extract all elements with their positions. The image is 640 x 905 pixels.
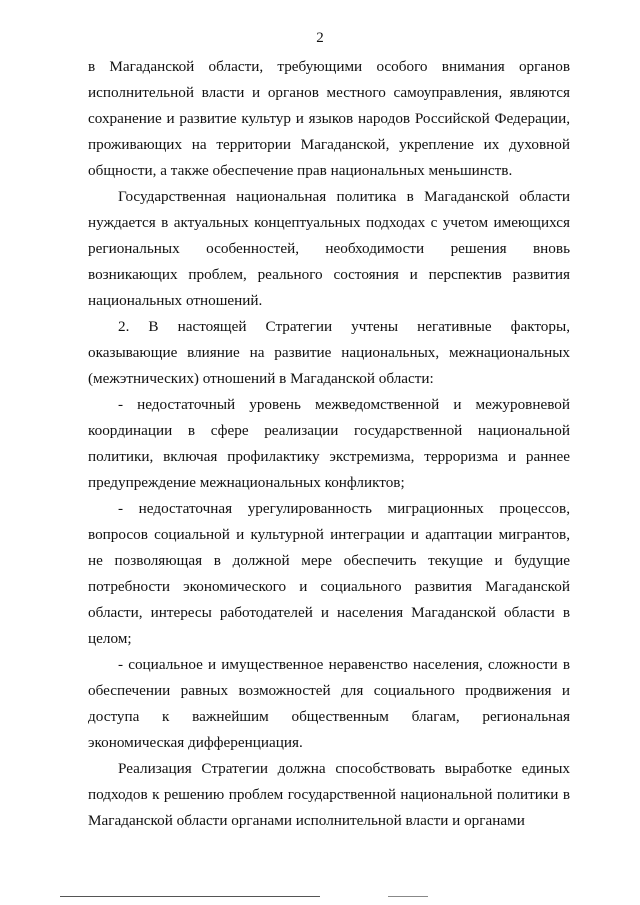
list-item-coordination: - недостаточный уровень межведомственной и межуровневой координации в сфере реализации государственной национальной политики, включая профилактику экстремизма, терроризма и раннее предупреждение межнациональных конфликтов; <box>88 396 570 491</box>
footer-rule <box>60 896 320 897</box>
paragraph-continuation: в Магаданской области, требующими особого внимания органов исполнительной власти и органов местного самоуправления, являются сохранение и развитие культур и языков народов Российской Федерации, проживающих на территории Магаданской, укрепление их духовной общности, а также обеспечение прав национальных меньшинств. <box>88 58 570 179</box>
paragraph-strategy-implementation: Реализация Стратегии должна способствовать выработке единых подходов к решению проблем государственной национальной политики в Магаданской области органами исполнительной власти и органами <box>88 760 570 829</box>
list-item-inequality: - социальное и имущественное неравенство населения, сложности в обеспечении равных возможностей для социального продвижения и доступа к важнейшим общественным благам, региональная экономическая дифференциация. <box>88 656 570 751</box>
list-item-migration: - недостаточная урегулированность миграционных процессов, вопросов социальной и культурной интеграции и адаптации мигрантов, не позволяющая в должной мере обеспечить текущие и будущие потребности экономического и социального развития Магаданской области, интересы работодателей и населения Магаданской области в целом; <box>88 500 570 647</box>
footer-rule-short <box>388 896 428 897</box>
document-body <box>88 54 570 834</box>
paragraph-negative-factors: 2. В настоящей Стратегии учтены негативные факторы, оказывающие влияние на развитие национальных, межнациональных (межэтнических) отношений в Магаданской области: <box>88 318 570 387</box>
page-number: 2 <box>316 30 324 46</box>
paragraph-policy-needs: Государственная национальная политика в Магаданской области нуждается в актуальных концептуальных подходах с учетом имеющихся региональных особенностей, необходимости решения вновь возникающих проблем, реального состояния и перспектив развития национальных отношений. <box>88 188 570 309</box>
